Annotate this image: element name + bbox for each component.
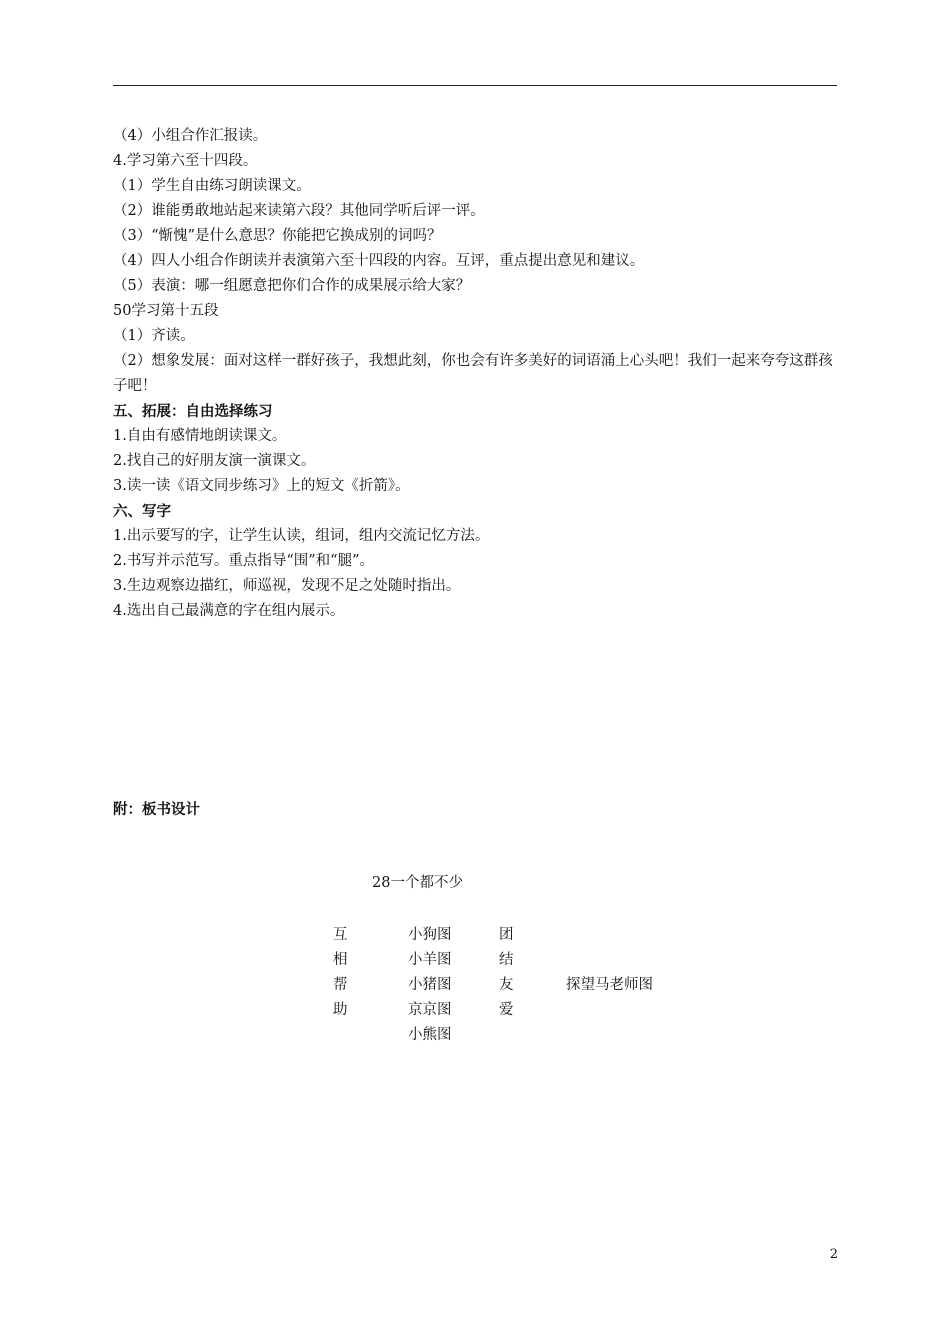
board-char: 爱	[499, 1002, 514, 1018]
body-line: （4）四人小组合作朗读并表演第六至十四段的内容。互评，重点提出意见和建议。	[113, 253, 645, 269]
board-picture-label: 小羊图	[408, 952, 452, 968]
body-line: 4.学习第六至十四段。	[113, 153, 258, 169]
body-line: 1.自由有感情地朗读课文。	[113, 428, 287, 444]
body-line: 1.出示要写的字，让学生认读，组词，组内交流记忆方法。	[113, 528, 490, 544]
body-line: （1）齐读。	[113, 328, 195, 344]
body-line: 3.读一读《语文同步练习》上的短文《折箭》。	[113, 478, 410, 494]
board-char: 友	[499, 977, 514, 993]
board-char: 帮	[333, 977, 348, 993]
lesson-body	[113, 124, 839, 624]
section-heading: 六、写字	[113, 503, 171, 520]
board-right-label: 探望马老师图	[566, 977, 653, 993]
board-picture-label: 小熊图	[408, 1027, 452, 1043]
section-heading: 五、拓展：自由选择练习	[113, 403, 273, 420]
body-line: 3.生边观察边描红，师巡视，发现不足之处随时指出。	[113, 578, 461, 594]
board-char: 团	[499, 927, 514, 943]
page-number: 2	[829, 1247, 838, 1262]
board-char: 助	[333, 1002, 348, 1018]
body-line: 2.书写并示范写。重点指导“围”和“腿”。	[113, 553, 374, 569]
board-char: 互	[333, 927, 348, 943]
body-paragraph: （2）想象发展：面对这样一群好孩子，我想此刻，你也会有许多美好的词语涌上心头吧！我们一起来夸夸这群孩子吧！	[113, 353, 833, 394]
appendix-title: 附：板书设计	[113, 801, 200, 818]
body-line: 50学习第十五段	[113, 303, 219, 319]
board-picture-label: 小狗图	[408, 927, 452, 943]
board-char: 结	[499, 952, 514, 968]
body-line: 2.找自己的好朋友演一演课文。	[113, 453, 316, 469]
header-rule	[113, 85, 837, 86]
body-line: 4.选出自己最满意的字在组内展示。	[113, 603, 345, 619]
body-line: （2）谁能勇敢地站起来读第六段？其他同学听后评一评。	[113, 203, 485, 219]
board-picture-label: 小猪图	[408, 977, 452, 993]
body-line: （5）表演：哪一组愿意把你们合作的成果展示给大家？	[113, 278, 471, 294]
body-line: （3）“惭愧”是什么意思？你能把它换成别的词吗？	[113, 228, 442, 244]
board-char: 相	[333, 952, 348, 968]
body-line: （4）小组合作汇报读。	[113, 128, 268, 144]
body-line: （1）学生自由练习朗读课文。	[113, 178, 311, 194]
board-title: 28一个都不少	[372, 875, 463, 891]
board-picture-label: 京京图	[408, 1002, 452, 1018]
